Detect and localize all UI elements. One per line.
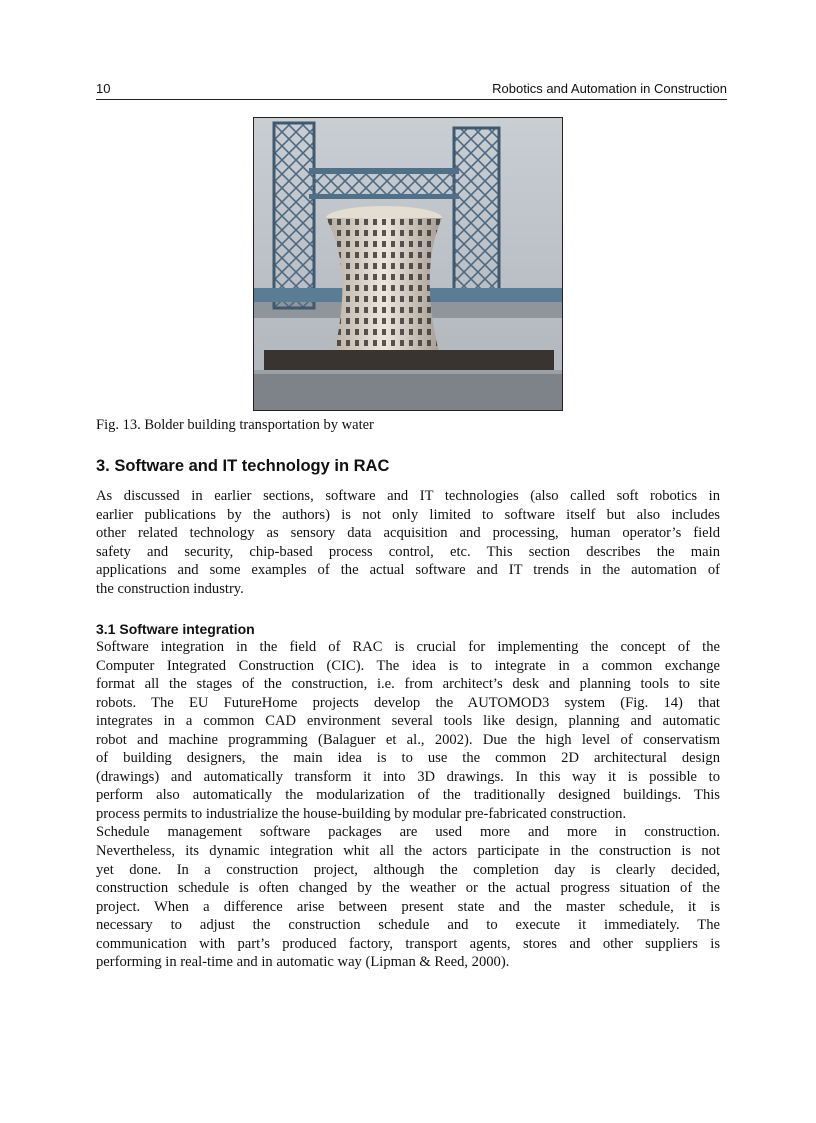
text-line: Nevertheless, its dynamic integration whit all the actors participate in the construction is not (96, 843, 720, 860)
running-header (96, 80, 727, 100)
text-line: other related technology as sensory data acquisition and processing, human operator’s field (96, 525, 720, 542)
figure-13-photo (253, 117, 563, 411)
software-integration-paragraph-1 (96, 638, 720, 972)
intro-paragraph (96, 487, 720, 598)
text-line: the construction industry. (96, 580, 244, 597)
text-line: integrates in a common CAD environment several tools like design, planning and automatic (96, 713, 720, 730)
text-line: perform also automatically the modularization of the traditionally designed buildings. This (96, 787, 720, 804)
page-number: 10 (96, 81, 111, 96)
text-line: communication with part’s produced factory, transport agents, stores and other suppliers is (96, 935, 720, 952)
text-line: Computer Integrated Construction (CIC). The idea is to integrate in a common exchange (96, 657, 720, 674)
text-line: As discussed in earlier sections, software and IT technologies (also called soft robotics in (96, 488, 720, 504)
text-line: format all the stages of the construction, i.e. from architect’s desk and planning tools to site (96, 676, 720, 693)
bridge-building-photo (254, 118, 562, 410)
text-line: project. When a difference arise between present state and the master schedule, it is (96, 898, 720, 915)
text-line: (drawings) and automatically transform it into 3D drawings. In this way it is possible to (96, 768, 720, 785)
section-heading: 3. Software and IT technology in RAC (96, 457, 390, 475)
figure-caption: Fig. 13. Bolder building transportation by water (96, 417, 374, 433)
text-line: applications and some examples of the actual software and IT trends in the automation of (96, 562, 720, 579)
text-line: earlier publications by the authors) is not only limited to software itself but also includes (96, 506, 720, 523)
text-line: necessary to adjust the construction schedule and to execute it immediately. The (96, 917, 720, 934)
text-line: process permits to industrialize the house-building by modular pre-fabricated construction. (96, 805, 627, 822)
text-line: construction schedule is often changed by the weather or the actual progress situation of the (96, 880, 720, 897)
text-line: yet done. In a construction project, although the completion day is clearly decided, (96, 861, 720, 878)
text-line: of building designers, the main idea is to use the common 2D architectural design (96, 750, 720, 767)
text-line: Software integration in the field of RAC is crucial for implementing the concept of the (96, 639, 720, 655)
running-title: Robotics and Automation in Construction (492, 81, 727, 96)
text-line: Schedule management software packages are used more and more in construction. (96, 824, 720, 841)
text-line: performing in real-time and in automatic way (Lipman & Reed, 2000). (96, 954, 510, 971)
subsection-heading: 3.1 Software integration (96, 621, 255, 637)
text-line: safety and security, chip-based process control, etc. This section describes the main (96, 543, 720, 560)
text-line: robot and machine programming (Balaguer et al., 2002). Due the high level of conservatism (96, 731, 720, 748)
text-line: robots. The EU FutureHome projects develop the AUTOMOD3 system (Fig. 14) that (96, 694, 720, 711)
